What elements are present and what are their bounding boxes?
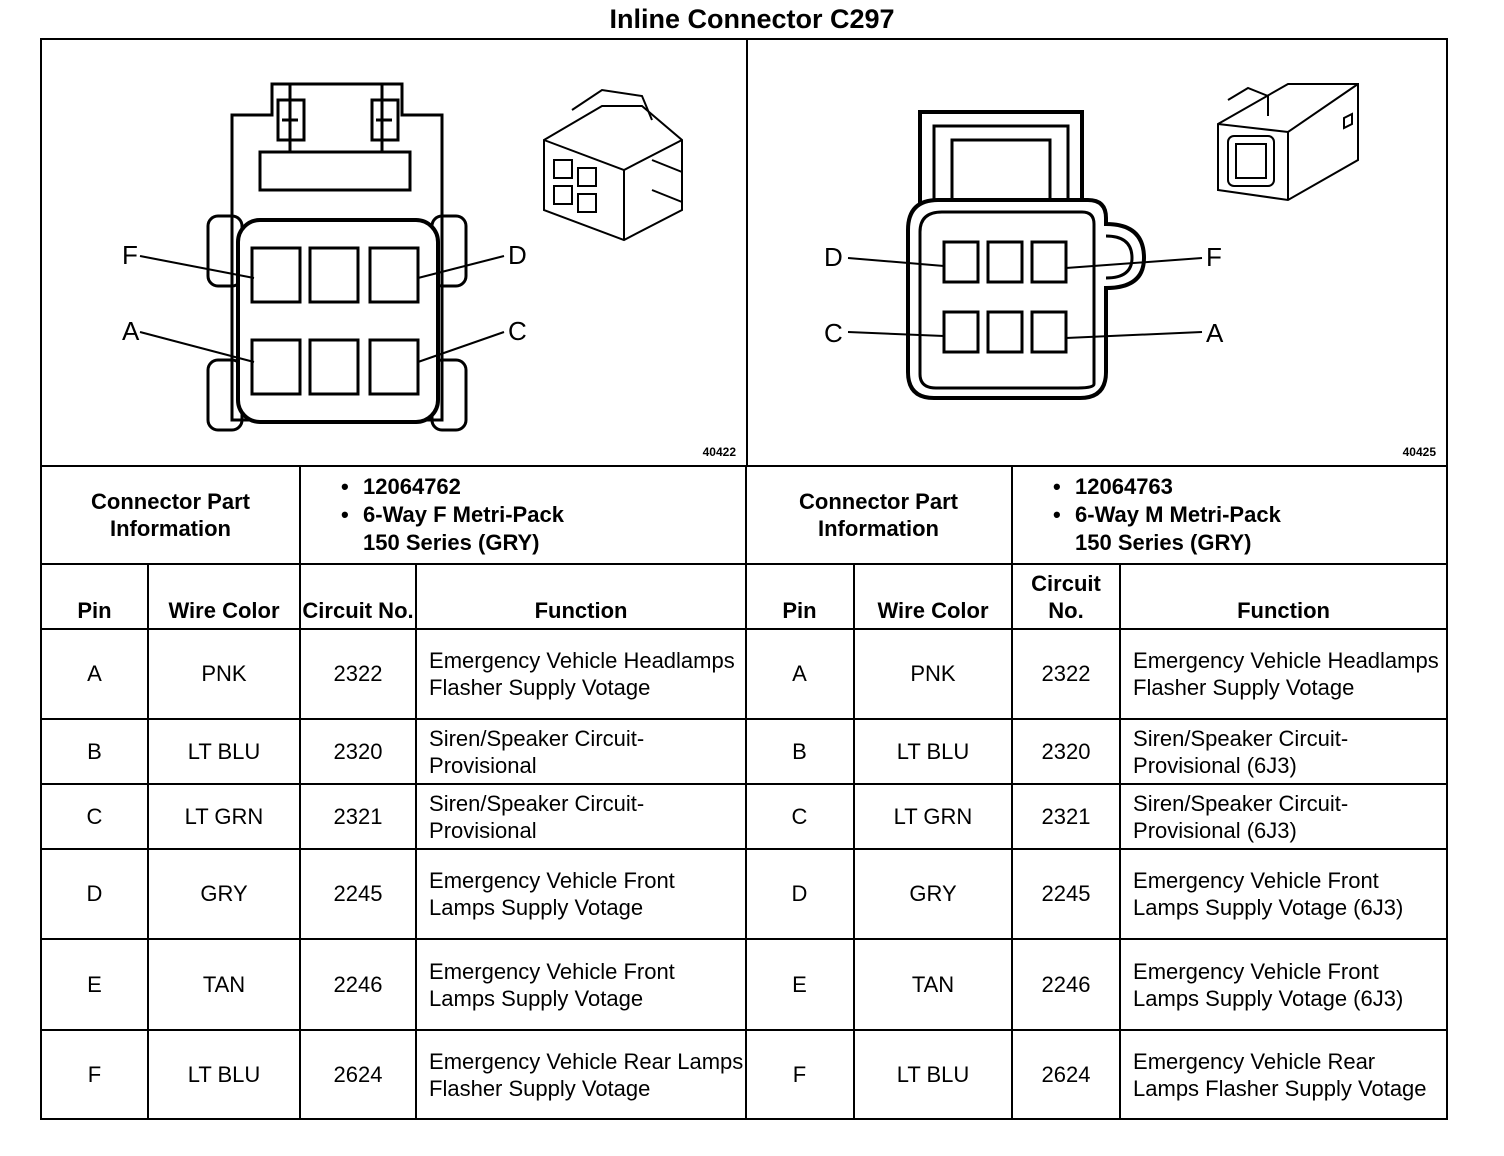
pin-label-d: D [824, 242, 843, 272]
circuit-cell: 2245 [300, 849, 416, 939]
pin-label-a: A [122, 316, 140, 346]
function-cell: Emergency Vehicle Headlamps Flasher Supply Votage [416, 629, 746, 719]
wire-color-cell: LT BLU [854, 719, 1012, 784]
function-cell: Siren/Speaker Circuit-Provisional [416, 719, 746, 784]
table-row [42, 849, 746, 939]
wire-color-cell: LT GRN [148, 784, 300, 849]
pin-label-c: C [824, 318, 843, 348]
wire-color-cell: LT GRN [854, 784, 1012, 849]
pin-cell: F [746, 1030, 854, 1119]
part-info-row [42, 466, 746, 564]
part-info-list: • 12064763 • 6-Way M Metri-Pack 150 Series (GRY) [1012, 466, 1446, 564]
page-title: Inline Connector C297 [609, 4, 895, 34]
col-header-wire-color: Wire Color [148, 564, 300, 629]
pin-cell: D [746, 849, 854, 939]
connector-sheet [40, 38, 1448, 1120]
circuit-cell: 2320 [1012, 719, 1120, 784]
pin-cell: A [42, 629, 148, 719]
circuit-cell: 2321 [300, 784, 416, 849]
table-row [746, 784, 1446, 849]
table-header-row [42, 564, 746, 629]
part-description: 6-Way F Metri-Pack [363, 502, 564, 527]
col-header-circuit: Circuit No. [1012, 564, 1120, 629]
pin-cell: F [42, 1030, 148, 1119]
pin-cell: D [42, 849, 148, 939]
function-cell: Emergency Vehicle Front Lamps Supply Votage [416, 849, 746, 939]
table-row [746, 719, 1446, 784]
circuit-cell: 2246 [1012, 939, 1120, 1030]
pin-cell: B [42, 719, 148, 784]
circuit-cell: 2245 [1012, 849, 1120, 939]
pin-cell: E [746, 939, 854, 1030]
table-row [746, 939, 1446, 1030]
function-cell: Emergency Vehicle Front Lamps Supply Votage (6J3) [1120, 849, 1446, 939]
function-cell: Siren/Speaker Circuit-Provisional (6J3) [1120, 784, 1446, 849]
circuit-cell: 2322 [300, 629, 416, 719]
table-row [746, 629, 1446, 719]
circuit-cell: 2624 [300, 1030, 416, 1119]
pin-cell: E [42, 939, 148, 1030]
part-info-label: Connector Part Information [42, 466, 300, 564]
female-connector-panel [42, 40, 748, 465]
male-connector-drawing [748, 40, 1446, 465]
figure-number: 40422 [702, 445, 736, 459]
diagram-row [42, 40, 1446, 467]
circuit-cell: 2322 [1012, 629, 1120, 719]
table-header-row [746, 564, 1446, 629]
pin-cell: A [746, 629, 854, 719]
col-header-pin: Pin [746, 564, 854, 629]
wire-color-cell: LT BLU [854, 1030, 1012, 1119]
male-pinout-table [746, 465, 1446, 1120]
circuit-cell: 2320 [300, 719, 416, 784]
part-info-row [746, 466, 1446, 564]
figure-number: 40425 [1402, 445, 1436, 459]
pin-cell: C [746, 784, 854, 849]
table-row [746, 849, 1446, 939]
wire-color-cell: LT BLU [148, 1030, 300, 1119]
wire-color-cell: LT BLU [148, 719, 300, 784]
function-cell: Emergency Vehicle Rear Lamps Flasher Supply Votage [1120, 1030, 1446, 1119]
table-row [42, 1030, 746, 1119]
wire-color-cell: GRY [854, 849, 1012, 939]
col-header-pin: Pin [42, 564, 148, 629]
pin-label-f: F [1206, 242, 1222, 272]
pin-label-a: A [1206, 318, 1224, 348]
col-header-circuit: Circuit No. [300, 564, 416, 629]
wire-color-cell: PNK [148, 629, 300, 719]
table-row [746, 1030, 1446, 1119]
table-row [42, 719, 746, 784]
wire-color-cell: GRY [148, 849, 300, 939]
part-info-list: • 12064762 • 6-Way F Metri-Pack 150 Series (GRY) [300, 466, 746, 564]
female-pinout-table [42, 465, 747, 1120]
table-row [42, 939, 746, 1030]
male-connector-panel [748, 40, 1446, 465]
function-cell: Emergency Vehicle Front Lamps Supply Votage (6J3) [1120, 939, 1446, 1030]
wire-color-cell: TAN [854, 939, 1012, 1030]
function-cell: Siren/Speaker Circuit-Provisional (6J3) [1120, 719, 1446, 784]
pin-label-f: F [122, 240, 138, 270]
wire-color-cell: TAN [148, 939, 300, 1030]
part-number: 12064763 [1075, 474, 1173, 499]
part-series: 150 Series (GRY) [363, 530, 540, 555]
circuit-cell: 2624 [1012, 1030, 1120, 1119]
part-series: 150 Series (GRY) [1075, 530, 1252, 555]
part-info-label: Connector Part Information [746, 466, 1012, 564]
part-description: 6-Way M Metri-Pack [1075, 502, 1281, 527]
pin-label-c: C [508, 316, 527, 346]
pin-label-d: D [508, 240, 527, 270]
female-connector-drawing [42, 40, 746, 465]
col-header-function: Function [416, 564, 746, 629]
table-row [42, 629, 746, 719]
function-cell: Siren/Speaker Circuit-Provisional [416, 784, 746, 849]
col-header-function: Function [1120, 564, 1446, 629]
circuit-cell: 2321 [1012, 784, 1120, 849]
function-cell: Emergency Vehicle Headlamps Flasher Supply Votage [1120, 629, 1446, 719]
wire-color-cell: PNK [854, 629, 1012, 719]
part-number: 12064762 [363, 474, 461, 499]
col-header-wire-color: Wire Color [854, 564, 1012, 629]
function-cell: Emergency Vehicle Front Lamps Supply Votage [416, 939, 746, 1030]
table-row [42, 784, 746, 849]
circuit-cell: 2246 [300, 939, 416, 1030]
function-cell: Emergency Vehicle Rear Lamps Flasher Supply Votage [416, 1030, 746, 1119]
pin-cell: C [42, 784, 148, 849]
pin-cell: B [746, 719, 854, 784]
